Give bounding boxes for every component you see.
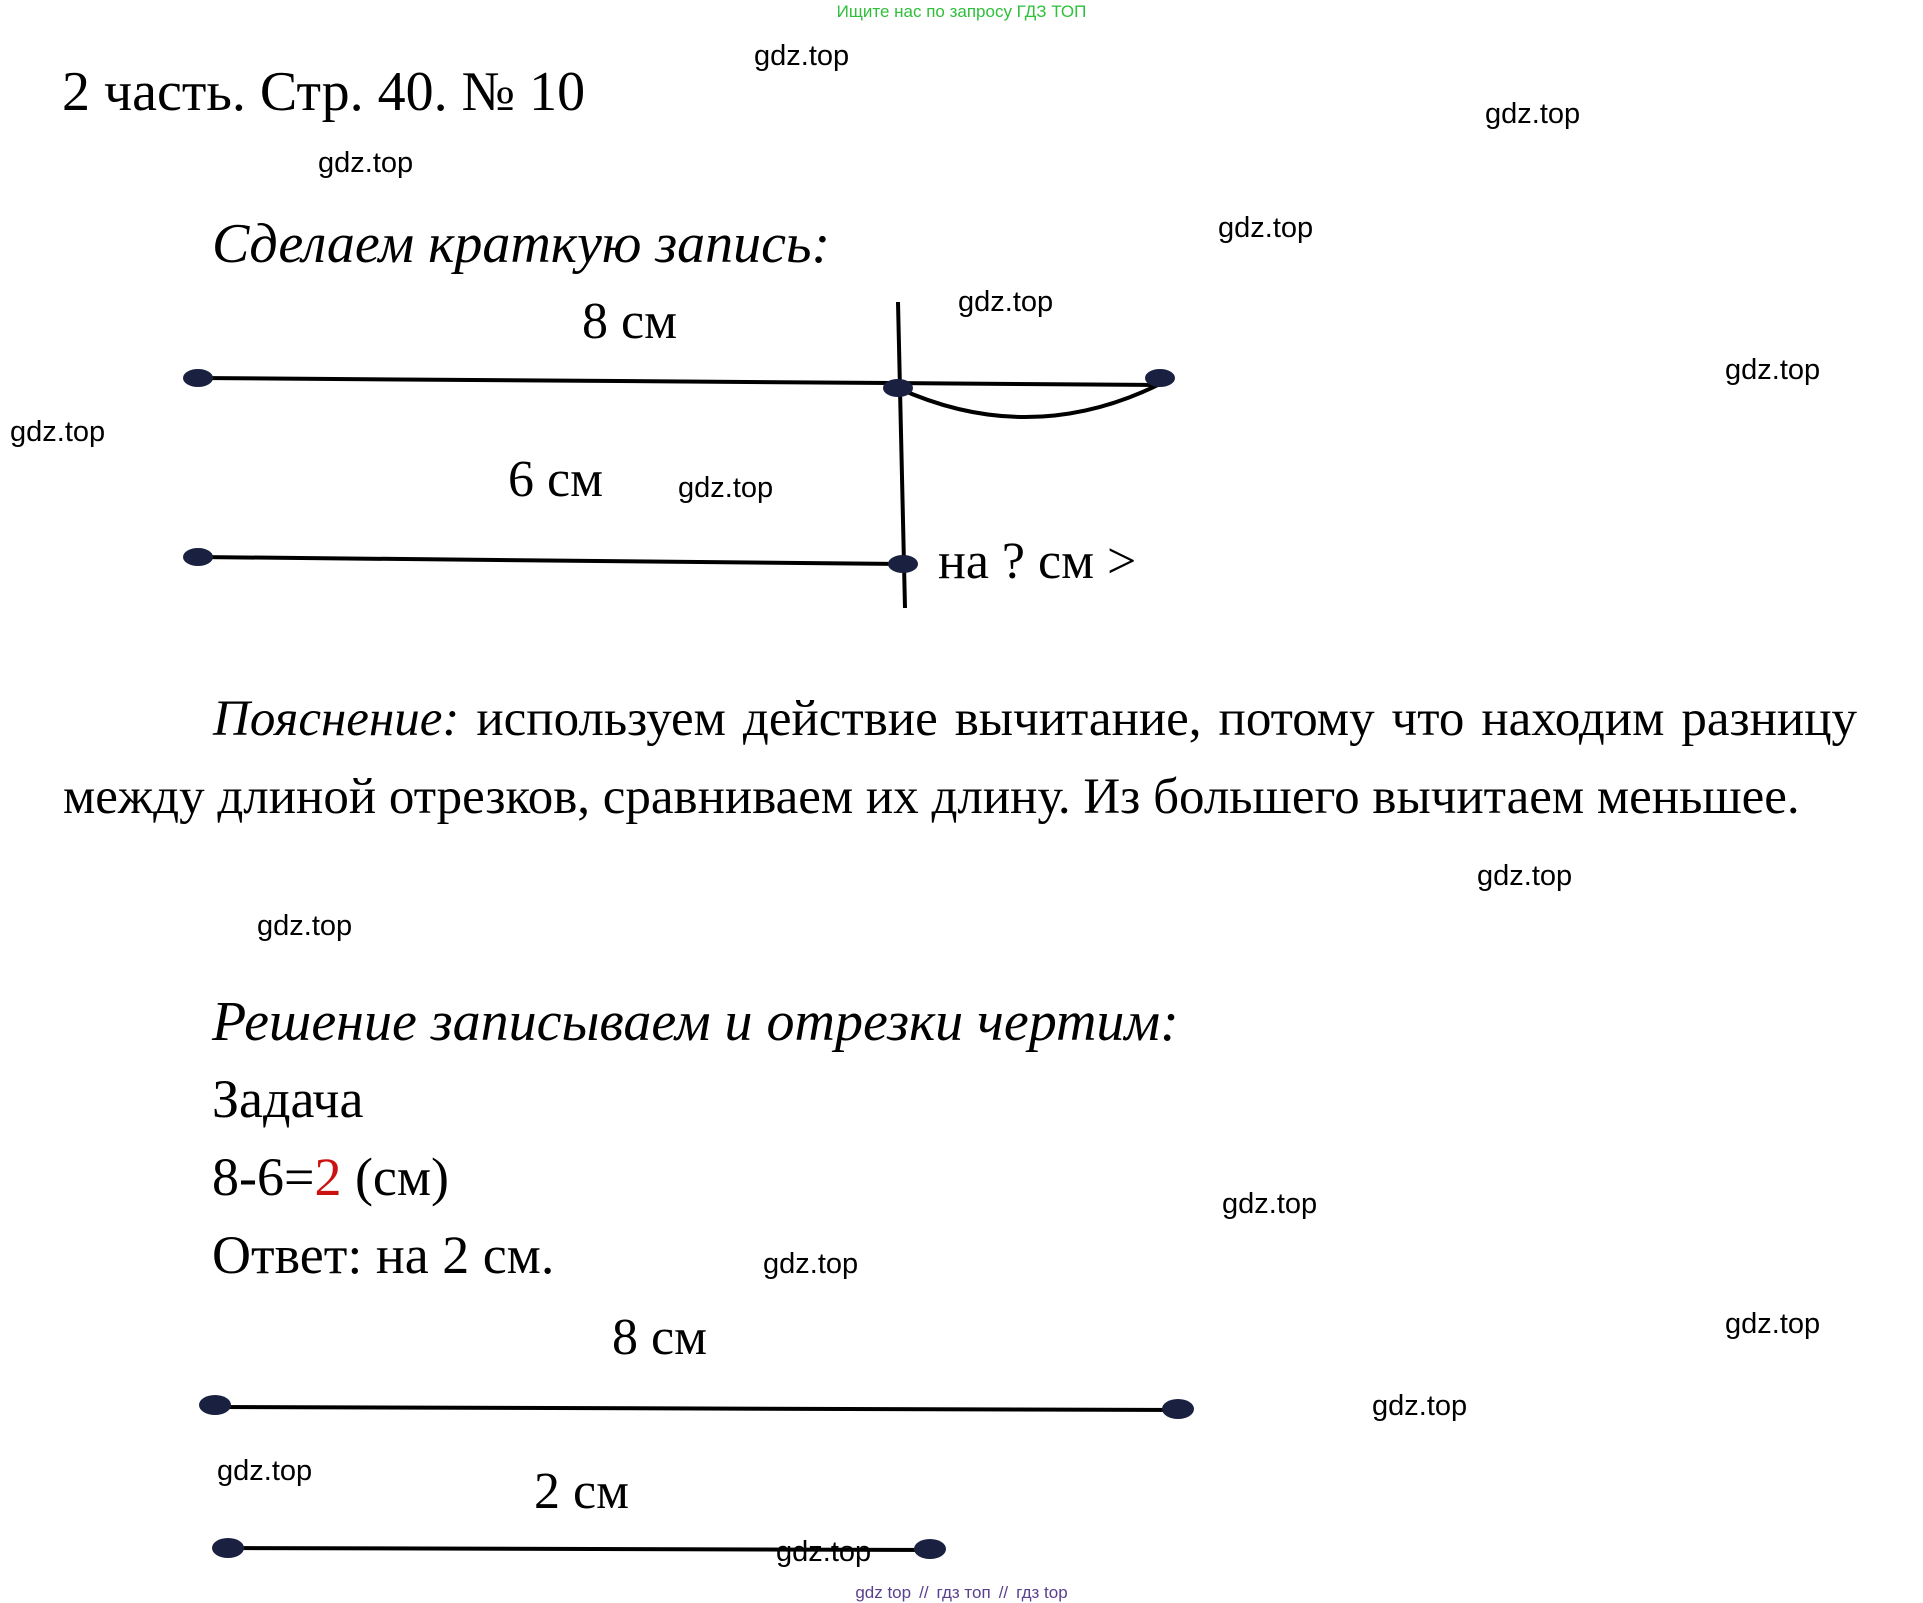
difference-brace xyxy=(898,384,1160,417)
footer-links xyxy=(0,1583,1923,1603)
top-banner[interactable]: Ищите нас по запросу ГДЗ ТОП xyxy=(836,2,1087,21)
segment-6cm-line xyxy=(198,557,905,564)
drawn-bottom-label: 2 см xyxy=(534,1463,629,1520)
segment-endpoint xyxy=(199,1395,231,1415)
segment-endpoint xyxy=(183,548,213,566)
footer-separator: // xyxy=(919,1583,929,1602)
watermark: gdz.top xyxy=(1218,212,1314,244)
segment-endpoint xyxy=(888,555,918,573)
watermark: gdz.top xyxy=(958,286,1054,318)
segment-endpoint xyxy=(183,369,213,387)
watermark: gdz.top xyxy=(754,40,850,72)
expression-prefix: 8-6= xyxy=(212,1147,315,1207)
segment-8cm-line xyxy=(198,378,1160,385)
short-note-question: на ? см > xyxy=(938,533,1137,590)
watermark: gdz.top xyxy=(1477,860,1573,892)
watermark: gdz.top xyxy=(776,1536,872,1568)
drawn-top-label: 8 см xyxy=(612,1309,707,1366)
page-title: 2 часть. Стр. 40. № 10 xyxy=(62,61,586,123)
segment-endpoint xyxy=(212,1538,244,1558)
explanation-paragraph xyxy=(63,680,1857,836)
task-label: Задача xyxy=(212,1069,364,1129)
watermark: gdz.top xyxy=(318,147,414,179)
segment-endpoint xyxy=(1162,1399,1194,1419)
solution-heading: Решение записываем и отрезки чертим: xyxy=(212,991,1179,1053)
watermark: gdz.top xyxy=(217,1455,313,1487)
footer-link[interactable]: гдз топ xyxy=(936,1583,991,1602)
expression-unit: (см) xyxy=(341,1147,450,1207)
footer-link[interactable]: гдз top xyxy=(1016,1583,1068,1602)
expression-result: 2 xyxy=(314,1147,342,1207)
watermark: gdz.top xyxy=(257,910,353,942)
explanation-lead: Пояснение: xyxy=(213,691,460,747)
short-note-top-label: 8 см xyxy=(582,293,677,350)
footer-link[interactable]: gdz top xyxy=(855,1583,912,1602)
drawn-segment-8cm-line xyxy=(215,1407,1180,1410)
answer-line: Ответ: на 2 см. xyxy=(212,1225,555,1285)
segment-endpoint xyxy=(883,379,913,397)
explanation-text: используем действие вычитание, потому что находим разницу между длиной отрезков, сравниваем их длину. Из большего вычитаем меньшее. xyxy=(63,691,1858,825)
footer-separator: // xyxy=(998,1583,1009,1602)
short-note-heading: Сделаем краткую запись: xyxy=(212,213,831,275)
segment-endpoint xyxy=(914,1539,946,1559)
watermark: gdz.top xyxy=(1222,1188,1318,1220)
watermark: gdz.top xyxy=(1372,1390,1468,1422)
watermark: gdz.top xyxy=(763,1248,859,1280)
watermark: gdz.top xyxy=(678,472,774,504)
watermark: gdz.top xyxy=(1485,98,1581,130)
watermark: gdz.top xyxy=(10,416,106,448)
solution-expression xyxy=(212,1146,449,1208)
segment-endpoint xyxy=(1145,369,1175,387)
watermark: gdz.top xyxy=(1725,354,1821,386)
short-note-bottom-label: 6 см xyxy=(508,451,603,508)
watermark: gdz.top xyxy=(1725,1308,1821,1340)
